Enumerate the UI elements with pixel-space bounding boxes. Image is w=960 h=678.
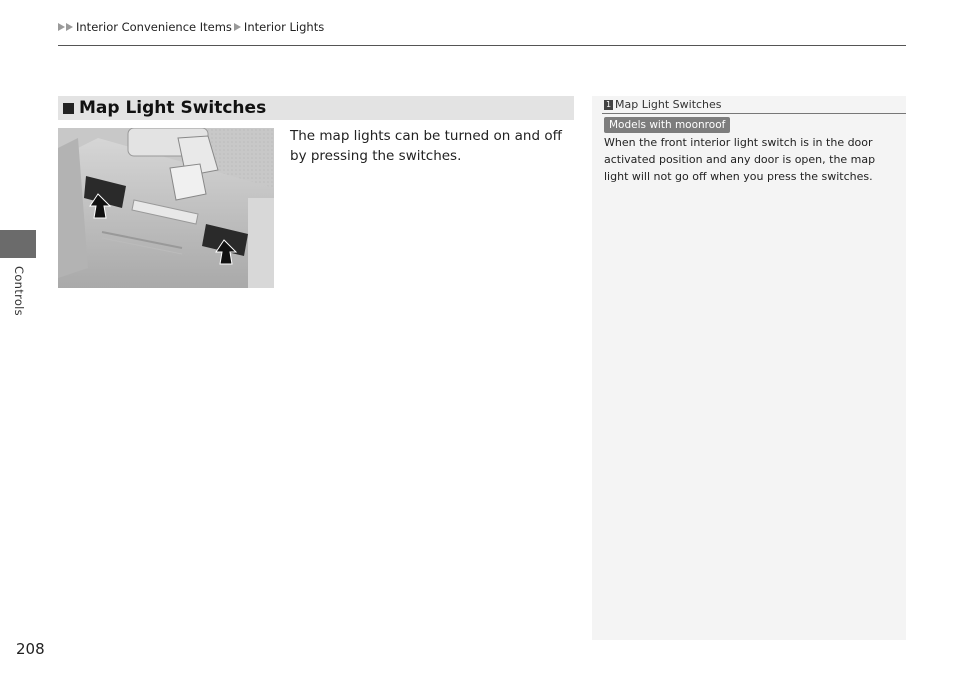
breadcrumb-arrow-icon — [58, 23, 65, 31]
chapter-label: Controls — [12, 266, 26, 316]
page-number: 208 — [16, 640, 45, 658]
section-title: Map Light Switches — [79, 98, 267, 118]
reference-icon: 1 — [605, 99, 612, 109]
map-light-photo — [58, 128, 274, 288]
breadcrumb-item[interactable]: Interior Convenience Items — [76, 20, 232, 34]
sidebar-paragraph: When the front interior light switch is in the door activated position and any door is open, the map light will not go off when you press the switches. — [604, 136, 876, 183]
header-divider — [58, 45, 906, 46]
breadcrumb-item[interactable]: Interior Lights — [243, 20, 325, 34]
sidebar-heading — [604, 98, 722, 111]
sidebar-divider — [602, 113, 906, 114]
section-square-icon — [63, 103, 74, 114]
map-light-illustration — [58, 128, 274, 288]
breadcrumb-arrow-icon — [234, 23, 241, 31]
sidebar-heading-text: Map Light Switches — [615, 98, 722, 111]
chapter-tab[interactable] — [0, 230, 36, 258]
model-badge: Models with moonroof — [604, 117, 730, 133]
breadcrumb-arrow-icon — [66, 23, 73, 31]
body-paragraph: The map lights can be turned on and off by pressing the switches. — [290, 128, 562, 164]
section-header — [58, 96, 574, 120]
sidebar-note — [592, 96, 906, 640]
breadcrumb — [58, 20, 324, 34]
